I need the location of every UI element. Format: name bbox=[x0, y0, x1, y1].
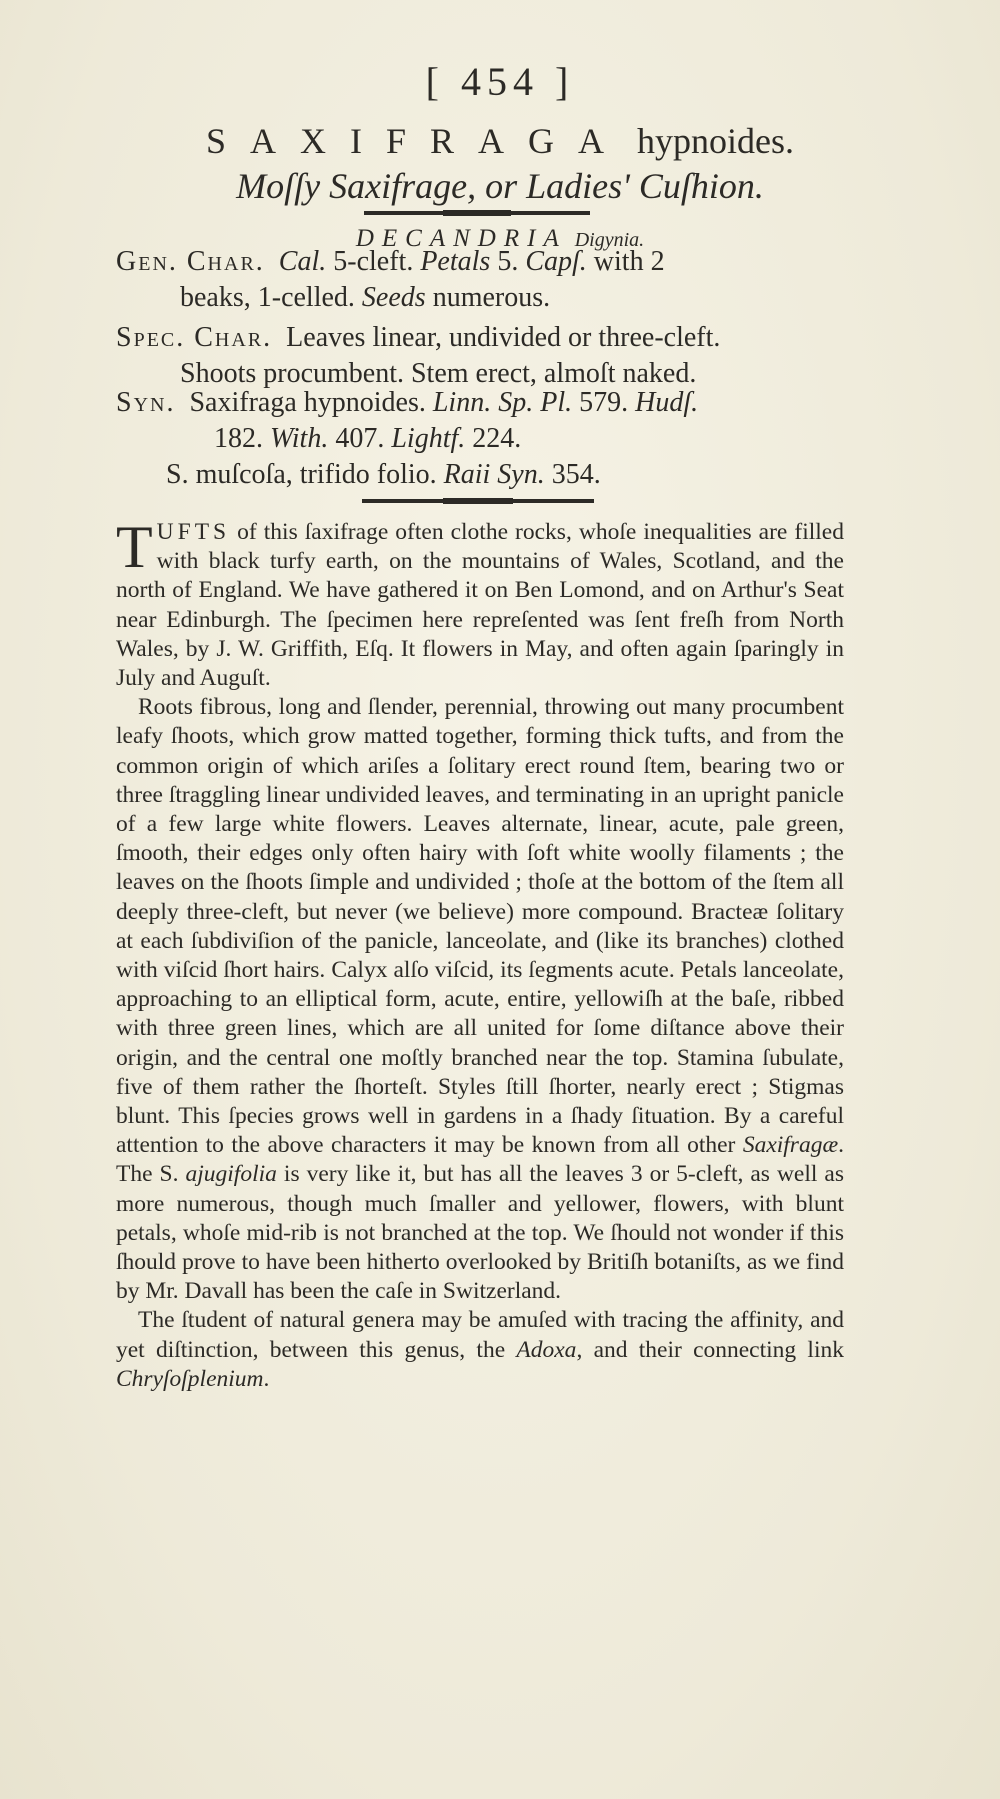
italic-text-run: Capſ. bbox=[525, 246, 587, 277]
italic-text-run: Adoxa bbox=[516, 1336, 577, 1363]
italic-text-run: Cal. bbox=[278, 246, 327, 277]
italic-text-run: Linn. Sp. Pl. bbox=[432, 387, 573, 418]
description-body bbox=[116, 514, 844, 1394]
text-run: 5. bbox=[490, 246, 526, 277]
text-run: 407. bbox=[328, 423, 392, 454]
common-name: Moſſy Saxifrage, or Ladies' Cuſhion. bbox=[236, 166, 764, 206]
text-run: is very like it, but has all the leaves 3 or 5-cleft, as well as more numerous, though much ſmaller and yellower, flowers, with blunt petals, whoſe mid-rib is not branched at the top. We ſhould not wonder if this ſhould prove to have been hitherto overlooked by Britiſh botaniſts, as we find by Mr. Davall has been the caſe in Switzerland. bbox=[116, 1161, 844, 1305]
paragraph-3 bbox=[116, 1306, 844, 1394]
divider-rule bbox=[364, 211, 590, 215]
first-word: UFTS bbox=[156, 519, 231, 545]
specific-character bbox=[116, 320, 856, 392]
text-run: numerous. bbox=[425, 282, 551, 313]
italic-text-run: With. bbox=[270, 423, 329, 454]
text-run: . The S. bbox=[116, 1132, 844, 1188]
text-run: S. muſcoſa, trifido folio. bbox=[166, 459, 444, 490]
generic-character bbox=[116, 244, 856, 316]
text-run: Saxifraga hypnoides. bbox=[189, 387, 433, 418]
syn-label: Syn. bbox=[116, 387, 176, 418]
italic-text-run: Petals bbox=[420, 246, 491, 277]
text-run: . bbox=[263, 1365, 270, 1392]
text-run: , and their connecting link bbox=[576, 1336, 844, 1363]
divider-rule bbox=[362, 499, 594, 503]
text-run: The ſtudent of natural genera may be amuſed with tracing the affinity, and yet diſtinction, between this genus, the bbox=[116, 1307, 844, 1363]
text-run: beaks, 1-celled. bbox=[180, 282, 362, 313]
page-number: [ 454 ] bbox=[425, 59, 575, 104]
italic-text-run: Seeds bbox=[361, 282, 426, 313]
gen-char-text bbox=[279, 246, 665, 277]
italic-text-run: Saxifragæ bbox=[742, 1132, 839, 1159]
order-name: Digynia. bbox=[574, 229, 645, 251]
syn-line2 bbox=[116, 421, 856, 457]
paragraph-2 bbox=[116, 693, 844, 1306]
text-run: 354. bbox=[544, 459, 601, 490]
text-run: 224. bbox=[465, 423, 522, 454]
italic-text-run: Lightf. bbox=[391, 423, 466, 454]
drop-cap: T bbox=[116, 514, 153, 580]
synonymy bbox=[116, 385, 856, 493]
spec-char-line1: Leaves linear, undivided or three-cleft. bbox=[286, 322, 721, 353]
text-run: 5-cleft. bbox=[326, 246, 421, 277]
species-name: hypnoides. bbox=[637, 121, 795, 161]
italic-text-run: Hudſ. bbox=[635, 387, 699, 418]
page-title bbox=[0, 120, 1000, 162]
spec-char-line2: Shoots procumbent. Stem erect, almoſt naked. bbox=[180, 358, 697, 389]
genus-name: SAXIFRAGA bbox=[205, 121, 629, 161]
spec-char-label: Spec. Char. bbox=[116, 322, 273, 353]
paragraph-1 bbox=[116, 514, 844, 693]
paragraph-1-text: of this ſaxifrage often clothe rocks, whoſe inequalities are filled with black turfy earth, on the mountains of Wales, Scotland, and the north of England. We have gathered it on Ben Lomond, and on Arthur's Seat near Edinburgh. The ſpecimen here repreſented was ſent freſh from North Wales, by J. W. Griffith, Eſq. It flowers in May, and often again ſparingly in July and Auguſt. bbox=[116, 519, 844, 692]
italic-text-run: Raii Syn. bbox=[443, 459, 545, 490]
text-run: 182. bbox=[214, 423, 270, 454]
gen-char-continuation bbox=[116, 280, 856, 316]
italic-text-run: ajugifolia bbox=[185, 1161, 277, 1188]
gen-char-label: Gen. Char. bbox=[116, 246, 265, 277]
italic-text-run: Chryſoſplenium bbox=[116, 1365, 264, 1392]
text-run: 579. bbox=[572, 387, 636, 418]
syn-line3 bbox=[116, 457, 856, 493]
text-run: Roots fibrous, long and ſlender, perennial, throwing out many procumbent leafy ſhoots, which grow matted together, forming thick tufts, and from the common origin of which ariſes a ſolitary erect round ſtem, bearing two or three ſtraggling linear undivided leaves, and terminating in an upright panicle of a few large white flowers. Leaves alternate, linear, acute, pale green, ſmooth, their edges only often hairy with ſoft white woolly filaments ; the leaves on the ſhoots ſimple and undivided ; thoſe at the bottom of the ſtem all deeply three-cleft, but never (we believe) more compound. Bracteæ ſolitary at each ſubdiviſion of the panicle, lanceolate, and (like its branches) clothed with viſcid ſhort hairs. Calyx alſo viſcid, its ſegments acute. Petals lanceolate, approaching to an elliptical form, acute, entire, yellowiſh at the baſe, ribbed with three green lines, which are all united for ſome diſtance above their origin, and the central one moſtly branched near the top. Stamina ſubulate, five of them rather the ſhorteſt. Styles ſtill ſhorter, nearly erect ; Stigmas blunt. This ſpecies grows well in gardens in a ſhady ſituation. By a careful attention to the above characters it may be known from all other bbox=[116, 694, 844, 1159]
class-name: DECANDRIA bbox=[355, 225, 567, 252]
syn-line1 bbox=[189, 387, 698, 418]
text-run: with 2 bbox=[586, 246, 665, 277]
